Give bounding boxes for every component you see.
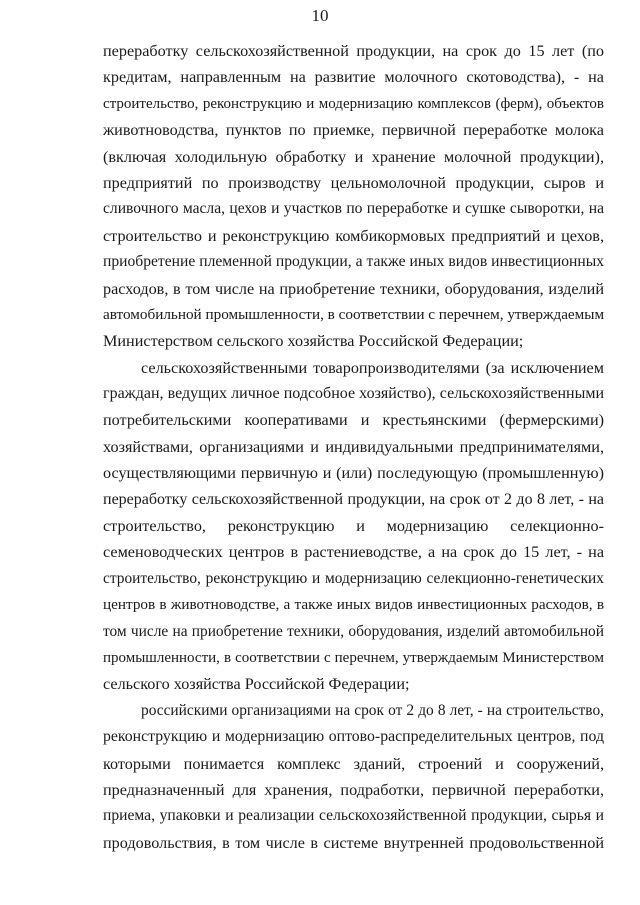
text-line: потребительскими кооперативами и крестьянскими (фермерскими) — [103, 411, 604, 430]
text-line: приобретение племенной продукции, а также иных видов инвестиционных — [103, 253, 604, 271]
text-line: предназначенный для хранения, подработки, первичной переработки, — [103, 780, 604, 799]
text-line: центров в животноводстве, а также иных видов инвестиционных расходов, в — [103, 596, 604, 614]
text-line: семеноводческих центров в растениеводстве, а на срок до 15 лет, - на — [103, 543, 604, 562]
text-line: граждан, ведущих личное подсобное хозяйство), сельскохозяйственными — [103, 385, 604, 403]
text-line: автомобильной промышленности, в соответствии с перечнем, утверждаемым — [103, 305, 605, 323]
text-line: осуществляющими первичную и (или) последующую (промышленную) — [103, 464, 604, 483]
text-line: хозяйствами, организациями и индивидуальными предпринимателями, — [103, 437, 604, 456]
text-line: которыми понимается комплекс зданий, строений и сооружений, — [103, 754, 604, 773]
text-line: переработку сельскохозяйственной продукции, на срок до 15 лет (по — [103, 42, 604, 60]
text-line: промышленности, в соответствии с перечнем, утверждаемым Министерством — [103, 649, 604, 666]
text-line: кредитам, направленным на развитие молочного скотоводства), - на — [103, 68, 604, 87]
text-line: (включая холодильную обработку и хранение молочной продукции), — [103, 147, 604, 166]
text-line: строительство, реконструкцию и модернизацию селекционно-генетических — [103, 569, 604, 587]
text-line: продовольствия, в том числе в системе внутренней продовольственной — [103, 833, 604, 852]
text-line: том числе на приобретение техники, оборудования, изделий автомобильной — [103, 622, 604, 640]
text-line: строительство и реконструкцию комбикормовых предприятий и цехов, — [103, 226, 604, 245]
text-line: сельскохозяйственными товаропроизводителями (за исключением — [141, 358, 604, 377]
text-line: приема, упаковки и реализации сельскохозяйственной продукции, сырья и — [103, 807, 604, 825]
text-line: переработку сельскохозяйственной продукции, на срок от 2 до 8 лет, - на — [103, 490, 604, 508]
text-line: сельского хозяйства Российской Федерации; — [103, 675, 410, 694]
text-line: животноводства, пунктов по приемке, первичной переработке молока — [103, 121, 604, 140]
text-line: строительство, реконструкцию и модернизацию селекционно- — [103, 517, 604, 536]
text-line: предприятий по производству цельномолочной продукции, сыров и — [103, 173, 604, 192]
page-number: 10 — [311, 6, 329, 25]
text-line: реконструкцию и модернизацию оптово-распределительных центров, под — [103, 728, 604, 746]
text-line: Министерством сельского хозяйства Российской Федерации; — [103, 332, 524, 351]
document-body — [103, 38, 604, 856]
text-line: строительство, реконструкцию и модернизацию комплексов (ферм), объектов — [103, 95, 604, 112]
text-line: расходов, в том числе на приобретение техники, оборудования, изделий — [103, 279, 604, 298]
text-line: российскими организациями на срок от 2 до 8 лет, - на строительство, — [141, 701, 604, 719]
text-line: сливочного масла, цехов и участков по переработке и сушке сыворотки, на — [103, 200, 604, 218]
